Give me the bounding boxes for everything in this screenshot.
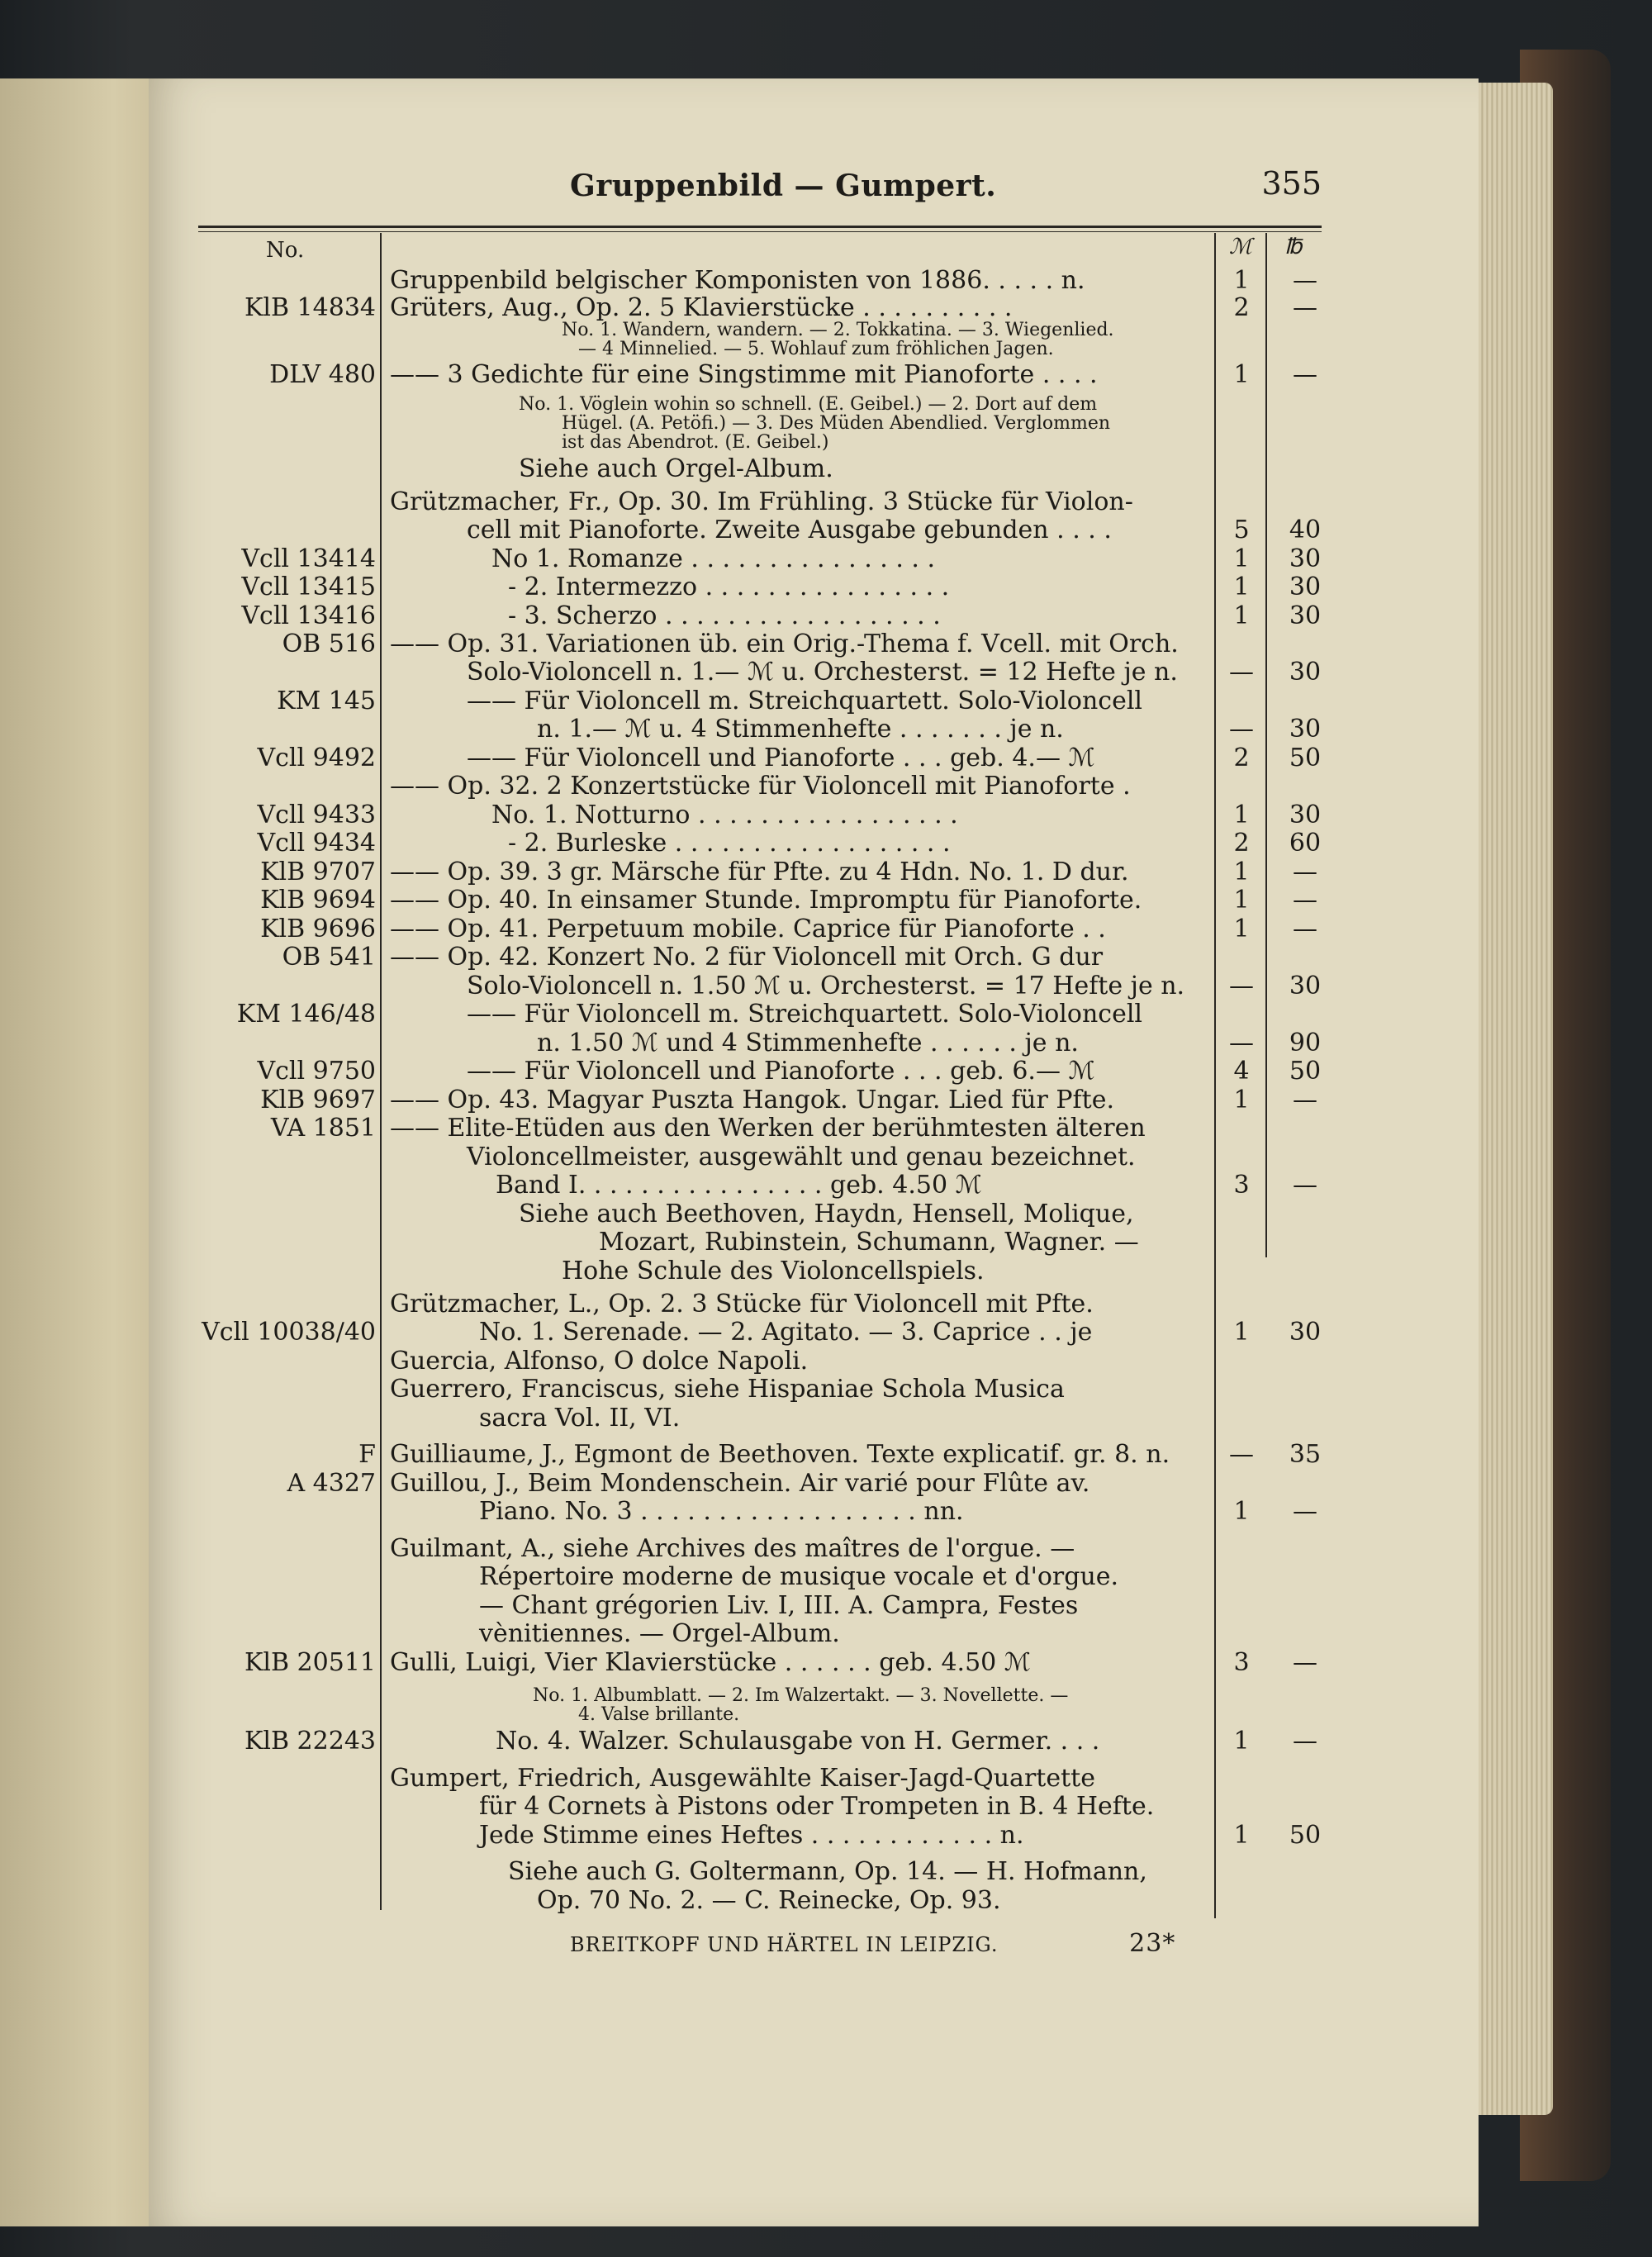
price-pfennig: 30	[1289, 801, 1322, 829]
entry-text: — Chant grégorien Liv. I, III. A. Campra, Festes	[479, 1591, 1079, 1620]
catalog-line	[0, 1000, 1652, 1029]
entry-text: —— Op. 42. Konzert No. 2 für Violoncell mit Orch. G dur	[390, 943, 1104, 972]
price-pfennig: 30	[1289, 1318, 1322, 1347]
page-footer	[570, 1929, 1175, 1958]
price-pfennig: 40	[1289, 516, 1322, 544]
catalog-line	[0, 1375, 1652, 1404]
catalog-line	[0, 432, 1652, 454]
price-pfennig: 30	[1289, 601, 1322, 630]
entry-text: - 2. Burleske . . . . . . . . . . . . . . . . . .	[508, 829, 951, 858]
entry-text: n. 1.50 ℳ und 4 Stimmenhefte . . . . . . je n.	[537, 1029, 1079, 1057]
catalog-number: Vcll 9434	[257, 829, 376, 858]
catalog-line	[0, 573, 1652, 602]
price-mark: 3	[1233, 1171, 1250, 1200]
catalog-line	[0, 1764, 1652, 1794]
catalog-line	[0, 1727, 1652, 1756]
entry-text: —— Op. 43. Magyar Puszta Hangok. Ungar. Lied für Pfte.	[390, 1086, 1115, 1114]
catalog-number: DLV 480	[269, 360, 376, 389]
entry-text: Guillou, J., Beim Mondenschein. Air varié pour Flûte av.	[390, 1469, 1090, 1498]
publisher-imprint: BREITKOPF UND HÄRTEL IN LEIPZIG.	[570, 1933, 999, 1956]
entry-text: Hügel. (A. Petöfi.) — 3. Des Müden Abendlied. Verglommen	[562, 413, 1111, 434]
catalog-line	[0, 1591, 1652, 1621]
entry-text: 4. Valse brillante.	[578, 1704, 740, 1725]
catalog-line	[0, 1440, 1652, 1470]
entry-text: Piano. No. 3 . . . . . . . . . . . . . . . . . . nn.	[479, 1497, 964, 1526]
entry-text: —— Elite-Etüden aus den Werken der berühmtesten älteren	[390, 1114, 1146, 1143]
price-mark: 1	[1233, 573, 1250, 601]
price-pfennig: —	[1293, 915, 1317, 943]
catalog-line	[0, 1228, 1652, 1257]
catalog-line	[0, 1086, 1652, 1115]
entry-text: Guilmant, A., siehe Archives des maîtres de l'orgue. —	[390, 1534, 1075, 1563]
price-pfennig: —	[1293, 1497, 1317, 1526]
entry-text: Guercia, Alfonso, O dolce Napoli.	[390, 1347, 809, 1376]
catalog-line	[0, 1347, 1652, 1376]
catalog-number: OB 516	[282, 630, 376, 658]
catalog-line	[0, 1562, 1652, 1592]
entry-text: sacra Vol. II, VI.	[479, 1404, 681, 1433]
catalog-line	[0, 1792, 1652, 1822]
catalog-line	[0, 772, 1652, 801]
entry-text: für 4 Cornets à Pistons oder Trompeten in B. 4 Hefte.	[479, 1792, 1155, 1821]
entry-text: Mozart, Rubinstein, Schumann, Wagner. —	[599, 1228, 1139, 1257]
entry-text: Hohe Schule des Violoncellspiels.	[562, 1257, 985, 1285]
entry-text: Solo-Violoncell n. 1.— ℳ u. Orchesterst. = 12 Hefte je n.	[467, 658, 1178, 687]
price-pfennig: —	[1293, 858, 1317, 886]
price-mark: 1	[1233, 1821, 1250, 1850]
catalog-line	[0, 1497, 1652, 1527]
price-mark: 1	[1233, 1318, 1250, 1347]
price-mark: 1	[1233, 858, 1250, 886]
entry-text: No. 1. Serenade. — 2. Agitato. — 3. Caprice . . je	[479, 1318, 1093, 1347]
catalog-line	[0, 630, 1652, 659]
entry-text: Guilliaume, J., Egmont de Beethoven. Texte explicatif. gr. 8. n.	[390, 1440, 1170, 1469]
price-pfennig: 30	[1289, 573, 1322, 601]
price-mark: 1	[1233, 915, 1250, 943]
entry-text: Répertoire moderne de musique vocale et d'orgue.	[479, 1562, 1119, 1591]
entry-text: Guerrero, Franciscus, siehe Hispaniae Schola Musica	[390, 1375, 1065, 1404]
price-pfennig: —	[1293, 360, 1317, 389]
entry-text: Violoncellmeister, ausgewählt und genau bezeichnet.	[467, 1143, 1136, 1171]
catalog-line	[0, 1404, 1652, 1433]
entry-text: Siehe auch Orgel-Album.	[519, 454, 833, 483]
entry-text: No. 1. Notturno . . . . . . . . . . . . . . . . .	[491, 801, 958, 829]
catalog-line	[0, 858, 1652, 887]
catalog-number: KlB 9707	[260, 858, 376, 886]
column-header-no: No.	[266, 238, 305, 263]
price-mark: 4	[1233, 1057, 1250, 1086]
price-mark: 2	[1233, 829, 1250, 858]
catalog-number: Vcll 9492	[257, 744, 376, 772]
catalog-line	[0, 1821, 1652, 1851]
catalog-line	[0, 1029, 1652, 1058]
catalog-number: KM 145	[277, 687, 376, 715]
entry-text: —— Op. 39. 3 gr. Märsche für Pfte. zu 4 Hdn. No. 1. D dur.	[390, 858, 1129, 886]
entry-text: —— Op. 32. 2 Konzertstücke für Violoncell mit Pianoforte .	[390, 772, 1131, 801]
catalog-line	[0, 601, 1652, 631]
catalog-number: VA 1851	[270, 1114, 376, 1143]
entry-text: No. 4. Walzer. Schulausgabe von H. Germer. . . .	[496, 1727, 1100, 1756]
catalog-line	[0, 516, 1652, 545]
entry-text: Grützmacher, L., Op. 2. 3 Stücke für Violoncell mit Pfte.	[390, 1290, 1094, 1319]
catalog-number: KlB 9694	[260, 886, 376, 915]
catalog-line	[0, 1200, 1652, 1229]
catalog-number: KlB 9696	[260, 915, 376, 943]
entry-text: Solo-Violoncell n. 1.50 ℳ u. Orchesterst. = 17 Hefte je n.	[467, 972, 1185, 1000]
price-pfennig: 35	[1289, 1440, 1322, 1469]
price-pfennig: —	[1293, 1086, 1317, 1114]
price-pfennig: 30	[1289, 972, 1322, 1000]
catalog-number: Vcll 9433	[257, 801, 376, 829]
catalog-line	[0, 1057, 1652, 1086]
entry-text: vènitiennes. — Orgel-Album.	[479, 1619, 840, 1648]
catalog-line	[0, 829, 1652, 858]
catalog-line	[0, 360, 1652, 390]
price-mark: 5	[1233, 516, 1250, 544]
page-number: 355	[1261, 165, 1322, 202]
price-pfennig: —	[1293, 1648, 1317, 1677]
catalog-line	[0, 266, 1652, 296]
entry-text: —— Für Violoncell m. Streichquartett. Solo-Violoncell	[467, 1000, 1143, 1029]
entry-text: Band I. . . . . . . . . . . . . . . . geb. 4.50 ℳ	[496, 1171, 982, 1200]
catalog-line	[0, 293, 1652, 323]
entry-text: Grüters, Aug., Op. 2. 5 Klavierstücke . . . . . . . . . .	[390, 293, 1013, 322]
catalog-line	[0, 1704, 1652, 1726]
price-pfennig: 50	[1289, 744, 1322, 772]
header-rule-thin	[198, 231, 1322, 232]
catalog-number: KlB 22243	[244, 1727, 376, 1756]
price-mark: —	[1229, 1029, 1254, 1057]
price-mark: 1	[1233, 1086, 1250, 1114]
catalog-line	[0, 544, 1652, 574]
entry-text: - 3. Scherzo . . . . . . . . . . . . . . . . . .	[508, 601, 941, 630]
price-pfennig: —	[1293, 886, 1317, 915]
price-mark: —	[1229, 715, 1254, 744]
catalog-line	[0, 1886, 1652, 1916]
entry-text: n. 1.— ℳ u. 4 Stimmenhefte . . . . . . . je n.	[537, 715, 1064, 744]
catalog-line	[0, 943, 1652, 972]
catalog-number: KlB 20511	[244, 1648, 376, 1677]
entry-text: —— Op. 31. Variationen üb. ein Orig.-Thema f. Vcell. mit Orch.	[390, 630, 1179, 658]
catalog-line	[0, 972, 1652, 1001]
price-mark: 2	[1233, 293, 1250, 322]
catalog-number: Vcll 9750	[257, 1057, 376, 1086]
entry-text: —— Für Violoncell und Pianoforte . . . geb. 4.— ℳ	[467, 744, 1095, 772]
catalog-line	[0, 886, 1652, 915]
column-header-pf: ℔	[1284, 235, 1303, 259]
entry-text: —— Op. 40. In einsamer Stunde. Impromptu für Pianoforte.	[390, 886, 1142, 915]
catalog-number: Vcll 13415	[241, 573, 376, 601]
signature-mark: 23*	[1129, 1929, 1176, 1958]
price-mark: 1	[1233, 886, 1250, 915]
catalog-line	[0, 487, 1652, 517]
entry-text: No. 1. Albumblatt. — 2. Im Walzertakt. — 3. Novellette. —	[533, 1685, 1069, 1706]
price-mark: 1	[1233, 266, 1250, 295]
entry-text: Gumpert, Friedrich, Ausgewählte Kaiser-Jagd-Quartette	[390, 1764, 1095, 1793]
running-title: Gruppenbild — Gumpert.	[570, 169, 997, 203]
catalog-line	[0, 1648, 1652, 1678]
catalog-line	[0, 1257, 1652, 1286]
catalog-line	[0, 454, 1652, 484]
entry-text: ist das Abendrot. (E. Geibel.)	[562, 432, 829, 453]
price-pfennig: —	[1293, 1727, 1317, 1756]
catalog-line	[0, 339, 1652, 360]
price-mark: 1	[1233, 601, 1250, 630]
price-pfennig: 30	[1289, 544, 1322, 573]
price-mark: 1	[1233, 1727, 1250, 1756]
price-pfennig: 30	[1289, 658, 1322, 687]
entry-text: cell mit Pianoforte. Zweite Ausgabe gebunden . . . .	[467, 516, 1112, 544]
entry-text: No. 1. Wandern, wandern. — 2. Tokkatina. — 3. Wiegenlied.	[562, 320, 1114, 340]
column-header-mark: ℳ	[1229, 235, 1252, 259]
catalog-line	[0, 1290, 1652, 1319]
catalog-line	[0, 1857, 1652, 1887]
entry-text: No 1. Romanze . . . . . . . . . . . . . . . .	[491, 544, 936, 573]
catalog-line	[0, 715, 1652, 744]
entry-text: Jede Stimme eines Heftes . . . . . . . . . . . . n.	[479, 1821, 1024, 1850]
catalog-line	[0, 687, 1652, 716]
catalog-line	[0, 1534, 1652, 1564]
price-pfennig: —	[1293, 266, 1317, 295]
price-mark: —	[1229, 972, 1254, 1000]
entry-text: - 2. Intermezzo . . . . . . . . . . . . . . . .	[508, 573, 950, 601]
entry-text: Gulli, Luigi, Vier Klavierstücke . . . . . . geb. 4.50 ℳ	[390, 1648, 1031, 1677]
header-rule	[198, 226, 1322, 228]
price-mark: —	[1229, 1440, 1254, 1469]
catalog-number: Vcll 13416	[241, 601, 376, 630]
catalog-line	[0, 915, 1652, 944]
catalog-line	[0, 1469, 1652, 1499]
catalog-line	[0, 1619, 1652, 1649]
price-pfennig: 50	[1289, 1821, 1322, 1850]
entry-text: Grützmacher, Fr., Op. 30. Im Frühling. 3 Stücke für Violon-	[390, 487, 1133, 516]
catalog-number: OB 541	[282, 943, 376, 972]
price-mark: 1	[1233, 360, 1250, 389]
catalog-number: KlB 14834	[244, 293, 376, 322]
page-header	[396, 165, 1322, 215]
entry-text: Siehe auch G. Goltermann, Op. 14. — H. Hofmann,	[508, 1857, 1147, 1886]
price-mark: —	[1229, 658, 1254, 687]
catalog-line	[0, 1318, 1652, 1347]
entry-text: No. 1. Vöglein wohin so schnell. (E. Geibel.) — 2. Dort auf dem	[519, 394, 1098, 415]
catalog-line	[0, 1114, 1652, 1143]
catalog-line	[0, 801, 1652, 830]
price-mark: 3	[1233, 1648, 1250, 1677]
price-pfennig: —	[1293, 293, 1317, 322]
entry-text: Op. 70 No. 2. — C. Reinecke, Op. 93.	[537, 1886, 1001, 1915]
catalog-number: Vcll 13414	[241, 544, 376, 573]
entry-text: — 4 Minnelied. — 5. Wohlauf zum fröhlichen Jagen.	[578, 339, 1054, 359]
entry-text: Siehe auch Beethoven, Haydn, Hensell, Molique,	[519, 1200, 1134, 1228]
catalog-line	[0, 658, 1652, 687]
entry-text: —— Für Violoncell und Pianoforte . . . geb. 6.— ℳ	[467, 1057, 1095, 1086]
catalog-number: KM 146/48	[236, 1000, 376, 1029]
price-pfennig: 60	[1289, 829, 1322, 858]
entry-text: —— Op. 41. Perpetuum mobile. Caprice für Pianoforte . .	[390, 915, 1106, 943]
catalog-number: A 4327	[287, 1469, 376, 1498]
entry-text: —— 3 Gedichte für eine Singstimme mit Pianoforte . . . .	[390, 360, 1098, 389]
catalog-line	[0, 1143, 1652, 1172]
catalog-line	[0, 1171, 1652, 1200]
entry-text: Gruppenbild belgischer Komponisten von 1886. . . . . n.	[390, 266, 1085, 295]
price-mark: 2	[1233, 744, 1250, 772]
price-pfennig: 50	[1289, 1057, 1322, 1086]
price-pfennig: 30	[1289, 715, 1322, 744]
price-pfennig: 90	[1289, 1029, 1322, 1057]
catalog-number: F	[358, 1440, 376, 1469]
catalog-line	[0, 744, 1652, 773]
catalog-number: Vcll 10038/40	[202, 1318, 376, 1347]
price-pfennig: —	[1293, 1171, 1317, 1200]
catalog-number: KlB 9697	[260, 1086, 376, 1114]
price-mark: 1	[1233, 1497, 1250, 1526]
price-mark: 1	[1233, 801, 1250, 829]
price-mark: 1	[1233, 544, 1250, 573]
entry-text: —— Für Violoncell m. Streichquartett. Solo-Violoncell	[467, 687, 1143, 715]
